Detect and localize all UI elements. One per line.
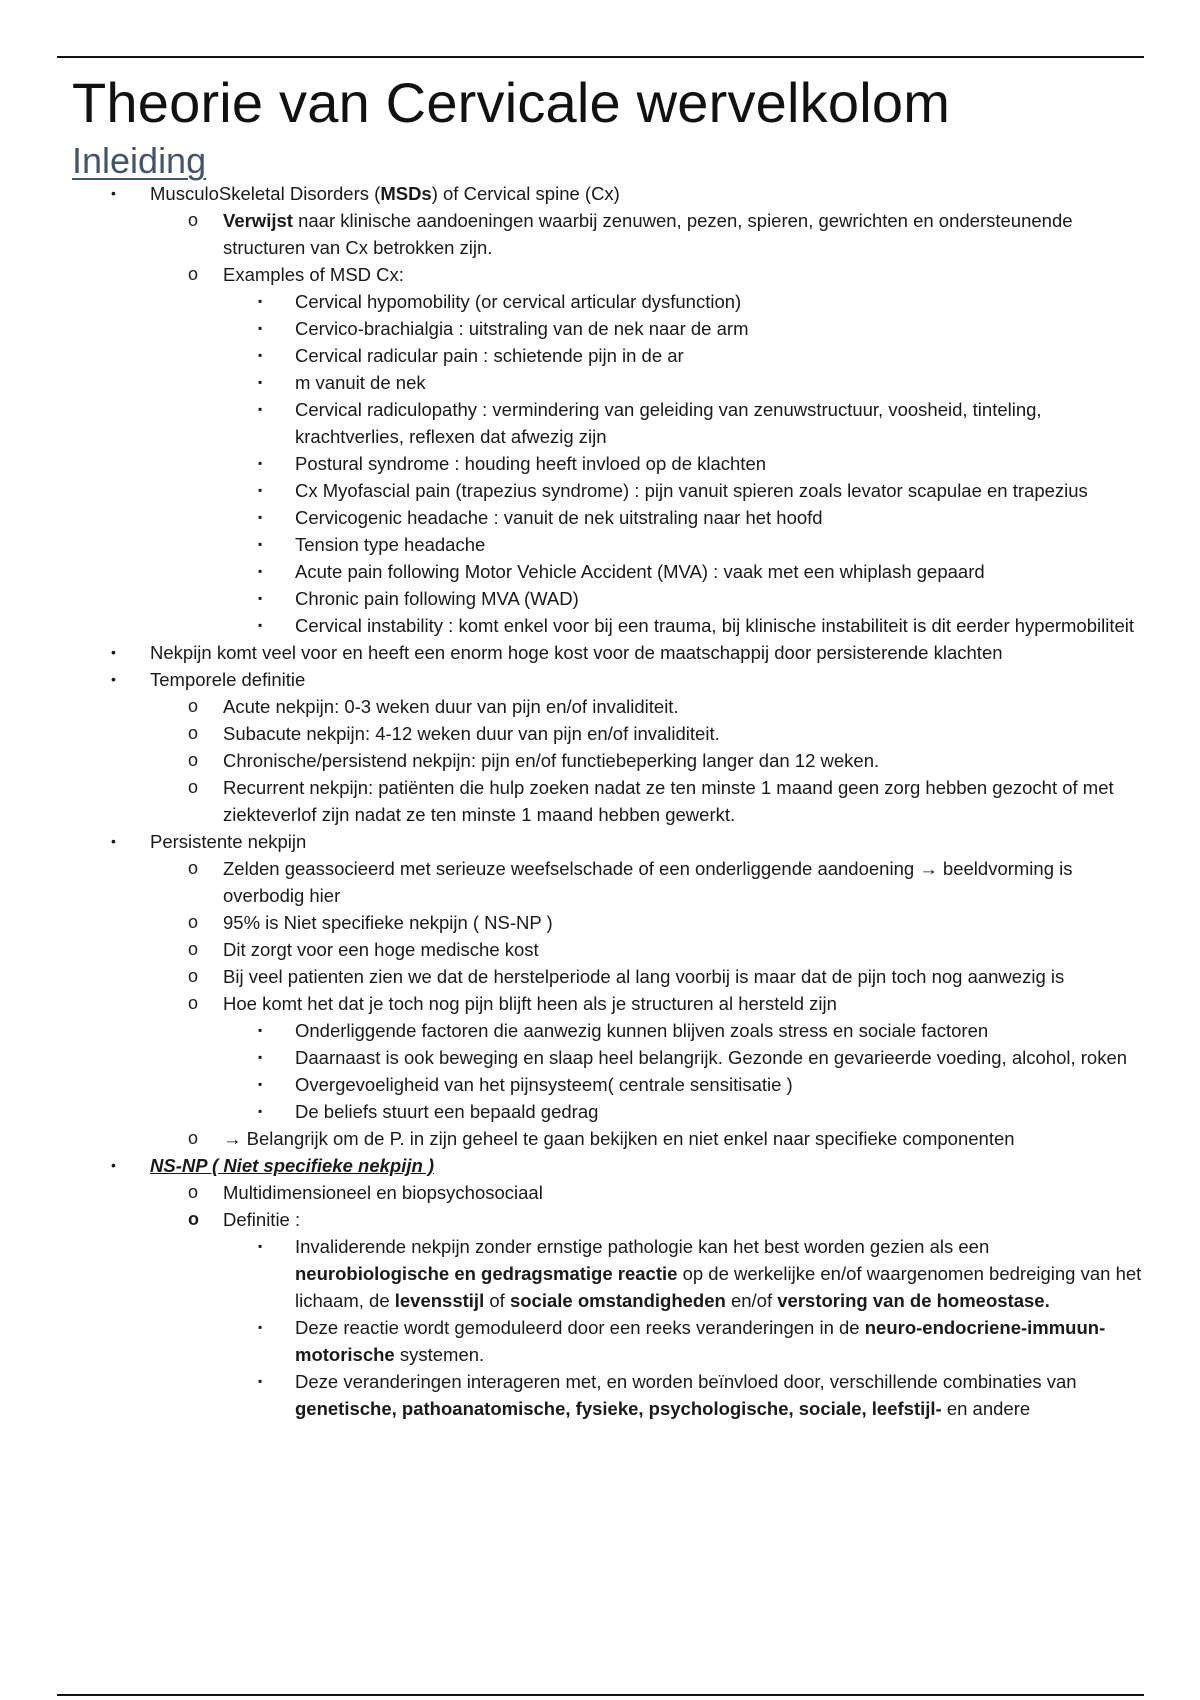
bullet-circle: o — [188, 696, 199, 716]
bullet-square: ▪ — [258, 564, 263, 578]
list-item: ▪ Invaliderende nekpijn zonder ernstige pathologie kan het best worden gezien als een neurobiologische en gedragsmatige reactie op de werkelijke en/of waargenomen bedreiging van het lichaam, de levensstijl of sociale omstandigheden en/of verstoring van de homeostase. — [0, 1233, 1200, 1314]
bullet-circle: o — [188, 723, 199, 743]
bullet-square: ▪ — [258, 1320, 263, 1334]
list-item: • Temporele definitie — [0, 666, 1200, 693]
bullet-square: ▪ — [258, 294, 263, 308]
bottom-rule — [57, 1694, 1144, 1696]
bullet-square: ▪ — [258, 618, 263, 632]
bullet-circle: o — [188, 858, 199, 878]
list-item: o Chronische/persistend nekpijn: pijn en/of functiebeperking langer dan 12 weken. — [0, 747, 1200, 774]
list-item: o Acute nekpijn: 0-3 weken duur van pijn en/of invaliditeit. — [0, 693, 1200, 720]
list-item: o Examples of MSD Cx: — [0, 261, 1200, 288]
list-item: ▪ Cervical instability : komt enkel voor bij een trauma, bij klinische instabiliteit is dit eerder hypermobiliteit — [0, 612, 1200, 639]
list-item: ▪ Deze veranderingen interageren met, en worden beïnvloed door, verschillende combinaties van genetische, pathoanatomische, fysieke, psychologische, sociale, leefstijl- en andere — [0, 1368, 1200, 1422]
bullet-circle: o — [188, 993, 199, 1013]
page-title: Theorie van Cervicale wervelkolom — [72, 71, 951, 134]
list-item: o Verwijst naar klinische aandoeningen waarbij zenuwen, pezen, spieren, gewrichten en ondersteunende structuren van Cx betrokken zijn. — [0, 207, 1200, 261]
bullet-circle: o — [188, 264, 199, 284]
bullet-circle: o — [188, 210, 199, 230]
bullet-circle: o — [188, 939, 199, 959]
bullet-square: ▪ — [258, 1050, 263, 1064]
bullet-disc: • — [111, 833, 116, 849]
list-item: ▪ m vanuit de nek — [0, 369, 1200, 396]
list-item: • MusculoSkeletal Disorders (MSDs) of Cervical spine (Cx) — [0, 180, 1200, 207]
list-item: ▪ Postural syndrome : houding heeft invloed op de klachten — [0, 450, 1200, 477]
bullet-square: ▪ — [258, 510, 263, 524]
list-item: o 95% is Niet specifieke nekpijn ( NS-NP ) — [0, 909, 1200, 936]
list-item: ▪ Onderliggende factoren die aanwezig kunnen blijven zoals stress en sociale factoren — [0, 1017, 1200, 1044]
bullet-square: ▪ — [258, 375, 263, 389]
bullet-circle: o — [188, 912, 199, 932]
bullet-square: ▪ — [258, 537, 263, 551]
bullet-square: ▪ — [258, 1104, 263, 1118]
bullet-square: ▪ — [258, 348, 263, 362]
bullet-square: ▪ — [258, 591, 263, 605]
bullet-square: ▪ — [258, 1239, 263, 1253]
list-item: ▪ De beliefs stuurt een bepaald gedrag — [0, 1098, 1200, 1125]
bullet-square: ▪ — [258, 321, 263, 335]
list-item: o Hoe komt het dat je toch nog pijn blijft heen als je structuren al hersteld zijn — [0, 990, 1200, 1017]
list-item: ▪ Deze reactie wordt gemoduleerd door een reeks veranderingen in de neuro-endocriene-immuun-motorische systemen. — [0, 1314, 1200, 1368]
list-item: ▪ Daarnaast is ook beweging en slaap heel belangrijk. Gezonde en gevarieerde voeding, alcohol, roken — [0, 1044, 1200, 1071]
list-item — [0, 1152, 1200, 1179]
list-item: ▪ Chronic pain following MVA (WAD) — [0, 585, 1200, 612]
top-rule — [57, 56, 1144, 58]
bullet-disc: • — [111, 1157, 116, 1173]
list-item: o Multidimensioneel en biopsychosociaal — [0, 1179, 1200, 1206]
list-item: • Nekpijn komt veel voor en heeft een enorm hoge kost voor de maatschappij door persisterende klachten — [0, 639, 1200, 666]
bullet-disc: • — [111, 671, 116, 687]
list-item: o Zelden geassocieerd met serieuze weefselschade of een onderliggende aandoening → beeldvorming is overbodig hier — [0, 855, 1200, 909]
bullet-square: ▪ — [258, 1077, 263, 1091]
bullet-circle: o — [188, 1182, 199, 1202]
bullet-circle: o — [188, 1128, 199, 1148]
list-item: o Subacute nekpijn: 4-12 weken duur van pijn en/of invaliditeit. — [0, 720, 1200, 747]
bullet-square: ▪ — [258, 483, 263, 497]
list-item: o Definitie : — [0, 1206, 1200, 1233]
nsnp-heading: NS-NP ( Niet specifieke nekpijn ) — [150, 1155, 435, 1176]
bullet-square: ▪ — [258, 1023, 263, 1037]
list-item: o Dit zorgt voor een hoge medische kost — [0, 936, 1200, 963]
list-item: ▪ Cervico-brachialgia : uitstraling van de nek naar de arm — [0, 315, 1200, 342]
list-item: ▪ Cervical radiculopathy : vermindering van geleiding van zenuwstructuur, voosheid, tinteling, krachtverlies, reflexen dat afwezig zijn — [0, 396, 1200, 450]
list-item: ▪ Cervical hypomobility (or cervical articular dysfunction) — [0, 288, 1200, 315]
bullet-circle: o — [188, 966, 199, 986]
list-item: o Bij veel patienten zien we dat de herstelperiode al lang voorbij is maar dat de pijn toch nog aanwezig is — [0, 963, 1200, 990]
list-item: ▪ Cx Myofascial pain (trapezius syndrome) : pijn vanuit spieren zoals levator scapulae en trapezius — [0, 477, 1200, 504]
list-item: o Recurrent nekpijn: patiënten die hulp zoeken nadat ze ten minste 1 maand geen zorg hebben gezocht of met ziekteverlof zijn nadat ze ten minste 1 maand hebben gewerkt. — [0, 774, 1200, 828]
bullet-circle: o — [188, 750, 199, 770]
list-item: ▪ Overgevoeligheid van het pijnsysteem( centrale sensitisatie ) — [0, 1071, 1200, 1098]
bullet-circle: o — [188, 1209, 199, 1229]
bullet-square: ▪ — [258, 1374, 263, 1388]
bullet-square: ▪ — [258, 402, 263, 416]
list-item: ▪ Acute pain following Motor Vehicle Accident (MVA) : vaak met een whiplash gepaard — [0, 558, 1200, 585]
bullet-circle: o — [188, 777, 199, 797]
list-item: ▪ Tension type headache — [0, 531, 1200, 558]
document-body — [0, 180, 1200, 1422]
bullet-disc: • — [111, 644, 116, 660]
list-item: o → Belangrijk om de P. in zijn geheel te gaan bekijken en niet enkel naar specifieke componenten — [0, 1125, 1200, 1152]
bullet-disc: • — [111, 185, 116, 201]
list-item: ▪ Cervical radicular pain : schietende pijn in de ar — [0, 342, 1200, 369]
section-heading: Inleiding — [72, 140, 207, 181]
list-item: • Persistente nekpijn — [0, 828, 1200, 855]
list-item: ▪ Cervicogenic headache : vanuit de nek uitstraling naar het hoofd — [0, 504, 1200, 531]
bullet-square: ▪ — [258, 456, 263, 470]
